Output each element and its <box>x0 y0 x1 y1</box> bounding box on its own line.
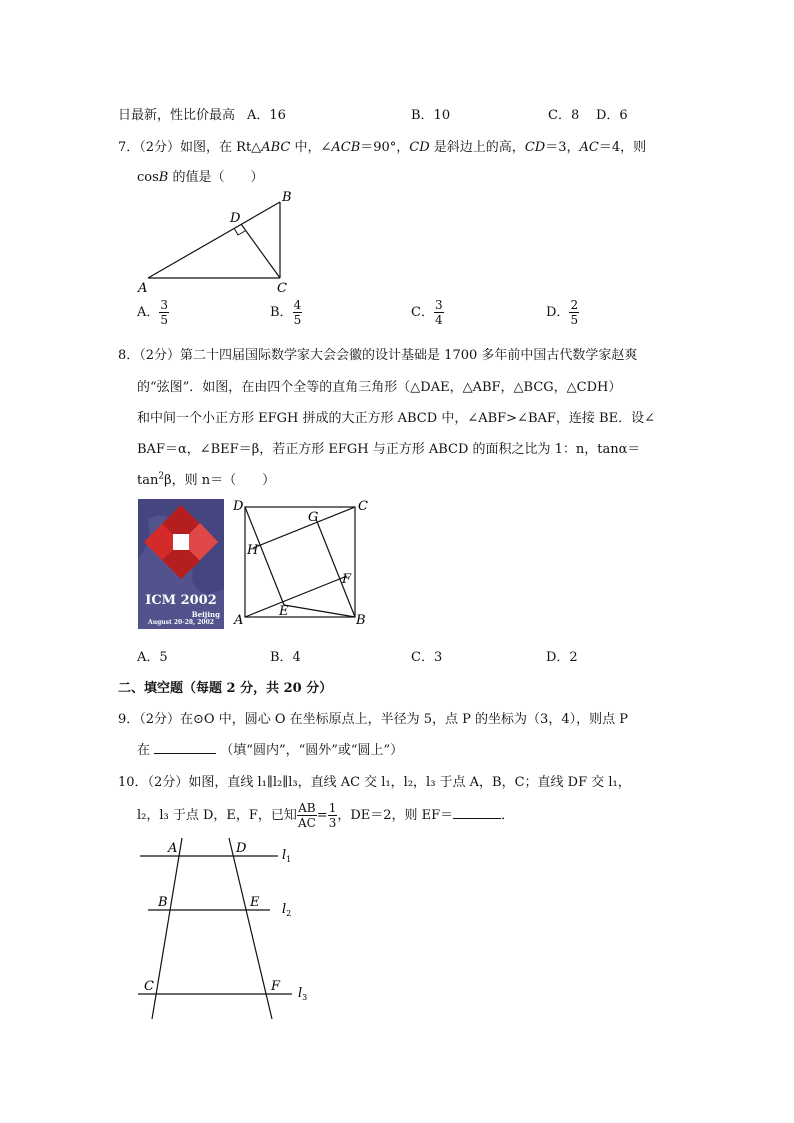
q7-d-num: 2 <box>570 298 579 312</box>
q7-prefix: 7．（2分）如图，在 Rt△ <box>118 140 262 155</box>
q8-tan: tan <box>137 473 159 488</box>
q7-t8: ＝3， <box>545 140 580 155</box>
icm-logo-dates: August 20-28, 2002 <box>148 619 214 626</box>
q7-option-c-key: C． <box>411 305 434 320</box>
q7-label-d: D <box>230 211 241 226</box>
q7-d-den: 5 <box>570 313 579 327</box>
q8-label-a: A <box>234 613 244 628</box>
q7-option-a <box>137 298 169 327</box>
q10-l2-letter: l <box>282 902 287 917</box>
prev-option-d: D．6 <box>596 108 628 123</box>
q7-line1 <box>118 136 646 155</box>
q9-answer-blank[interactable] <box>154 753 216 754</box>
q7-option-b-frac <box>293 298 303 327</box>
q10-l1-letter: l <box>282 848 287 863</box>
q8-line4: BAF＝α，∠BEF＝β，若正方形 EFGH 与正方形 ABCD 的面积之比为 1：n，tanα＝ <box>137 442 641 457</box>
q10-label-b: B <box>158 895 168 910</box>
q7-triangle-figure <box>130 186 310 298</box>
q10-line1: 10．（2分）如图，直线 l₁∥l₂∥l₃，直线 AC 交 l₁，l₂，l₃ 于点 A，B，C；直线 DF 交 l₁， <box>118 775 631 790</box>
q8-option-a: A．5 <box>137 650 168 665</box>
q7-line2 <box>137 166 263 185</box>
q7-b-den: 5 <box>293 313 302 327</box>
q10-label-l2 <box>282 902 291 918</box>
prev-question-text: 日最新，性比价最高 <box>118 108 236 123</box>
q10-frac-ab-ac <box>297 801 317 830</box>
q10-l2-sub: 2 <box>286 909 292 918</box>
q10-frac-den: AC <box>297 816 316 830</box>
q8-label-d: D <box>233 499 244 514</box>
q10-label-l3 <box>298 986 307 1002</box>
q8-line2: 的“弦图”．如图，在由四个全等的直角三角形（△DAE，△ABF，△BCG，△CDH） <box>137 380 622 395</box>
q10-frac2-num: 1 <box>328 801 337 815</box>
q7-side-ab <box>148 202 280 278</box>
q8-line5-rest: β，则 n＝（ ） <box>164 473 276 488</box>
q10-l3-letter: l <box>298 986 303 1001</box>
q10-label-e: E <box>250 895 260 910</box>
q7-c-num: 3 <box>434 298 443 312</box>
prev-option-a: A．16 <box>247 108 286 123</box>
q10-label-l1 <box>282 848 291 864</box>
icm-logo-title: ICM 2002 <box>145 593 217 608</box>
q8-line-be <box>284 605 355 617</box>
q10-l1-sub: 1 <box>286 855 292 864</box>
q7-cos: cos <box>137 170 159 185</box>
q7-t4: ＝90°， <box>360 140 410 155</box>
q8-option-c: C．3 <box>411 650 443 665</box>
q7-right-angle-mark <box>234 228 245 235</box>
q7-option-d-key: D． <box>546 305 570 320</box>
q9-zai: 在 <box>137 743 151 758</box>
q7-t3: ACB <box>331 140 361 155</box>
q7-option-a-frac <box>159 298 169 327</box>
q7-a-num: 3 <box>160 298 169 312</box>
q10-line2 <box>137 801 514 830</box>
q8-line-af <box>245 576 347 617</box>
q7-a-den: 5 <box>160 313 169 327</box>
q7-option-a-key: A． <box>137 305 160 320</box>
q7-t1: ABC <box>261 140 291 155</box>
q7-t5: CD <box>409 140 430 155</box>
q8-label-e: E <box>279 604 289 619</box>
q7-label-c: C <box>277 281 287 296</box>
q10-label-d: D <box>236 841 247 856</box>
q8-sup: 2 <box>158 471 165 482</box>
prev-question-tail <box>118 104 235 123</box>
q8-outer-square <box>245 507 355 617</box>
q8-label-g: G <box>308 510 319 525</box>
prev-option-b: B．10 <box>411 108 451 123</box>
q8-label-b: B <box>356 613 366 628</box>
prev-option-c: C．8 <box>548 108 580 123</box>
q10-label-c: C <box>144 979 154 994</box>
q8-line5 <box>137 469 275 488</box>
icm-logo-city: Beijing <box>191 610 220 619</box>
q10-frac2-den: 3 <box>328 816 337 830</box>
q10-eq: = <box>316 808 328 823</box>
q7-option-c <box>411 298 444 327</box>
q8-option-b: B．4 <box>270 650 301 665</box>
q7-b-num: 4 <box>293 298 302 312</box>
q8-label-h: H <box>247 543 259 558</box>
q8-label-f: F <box>342 572 352 587</box>
q7-t6: 是斜边上的高， <box>429 140 525 155</box>
q7-label-b: B <box>282 190 292 205</box>
q10-line2-end: ． <box>501 808 515 823</box>
q10-label-f: F <box>271 979 281 994</box>
q7-option-b <box>270 298 302 327</box>
q7-option-c-frac <box>434 298 444 327</box>
q8-square-figure <box>228 496 376 632</box>
q10-l3-sub: 3 <box>302 993 308 1002</box>
q9-line1: 9．（2分）在⊙O 中，圆心 O 在坐标原点上，半径为 5，点 P 的坐标为（3，4），则点 P <box>118 712 628 727</box>
q10-line-df <box>229 838 272 1019</box>
icm-logo <box>138 499 224 629</box>
q8-line-ch <box>253 507 355 548</box>
q7-label-a: A <box>138 281 148 296</box>
q7-t2: 中，∠ <box>290 140 332 155</box>
q7-option-d <box>546 298 579 327</box>
q7-c-den: 4 <box>434 313 443 327</box>
q8-line1: 8．（2分）第二十四届国际数学家大会会徽的设计基础是 1700 多年前中国古代数学家赵爽 <box>118 348 638 363</box>
q7-value-text: 的值是（ ） <box>168 170 264 185</box>
q8-label-c: C <box>358 499 368 514</box>
q7-t10: ＝4，则 <box>598 140 647 155</box>
q10-label-a: A <box>168 841 178 856</box>
q9-hint: （填“圆内”，“圆外”或“圆上”） <box>220 743 404 758</box>
q8-option-d: D．2 <box>546 650 578 665</box>
q10-parallel-lines-figure <box>130 835 320 1025</box>
q7-altitude-cd <box>241 224 280 278</box>
q8-line-bg <box>316 519 355 617</box>
q8-line3: 和中间一个小正方形 EFGH 拼成的大正方形 ABCD 中，∠ABF>∠BAF，连接 BE．设∠ <box>137 411 655 426</box>
icm-logo-center-square <box>173 534 189 550</box>
q7-b: B <box>158 170 169 185</box>
section2-title: 二、填空题（每题 2 分，共 20 分） <box>118 681 333 696</box>
q7-t7: CD <box>524 140 546 155</box>
q7-option-d-frac <box>569 298 579 327</box>
q10-frac-num: AB <box>298 801 316 815</box>
q10-line2-start: l₂，l₃ 于点 D，E，F，已知 <box>137 808 297 823</box>
q10-answer-blank[interactable] <box>453 818 501 819</box>
q7-option-b-key: B． <box>270 305 293 320</box>
q10-line-ac <box>152 838 182 1019</box>
q9-line2 <box>137 739 403 758</box>
q10-line2-mid: ，DE＝2，则 EF＝ <box>337 808 454 823</box>
q10-frac-one-third <box>328 801 338 830</box>
q7-t9: AC <box>579 140 599 155</box>
